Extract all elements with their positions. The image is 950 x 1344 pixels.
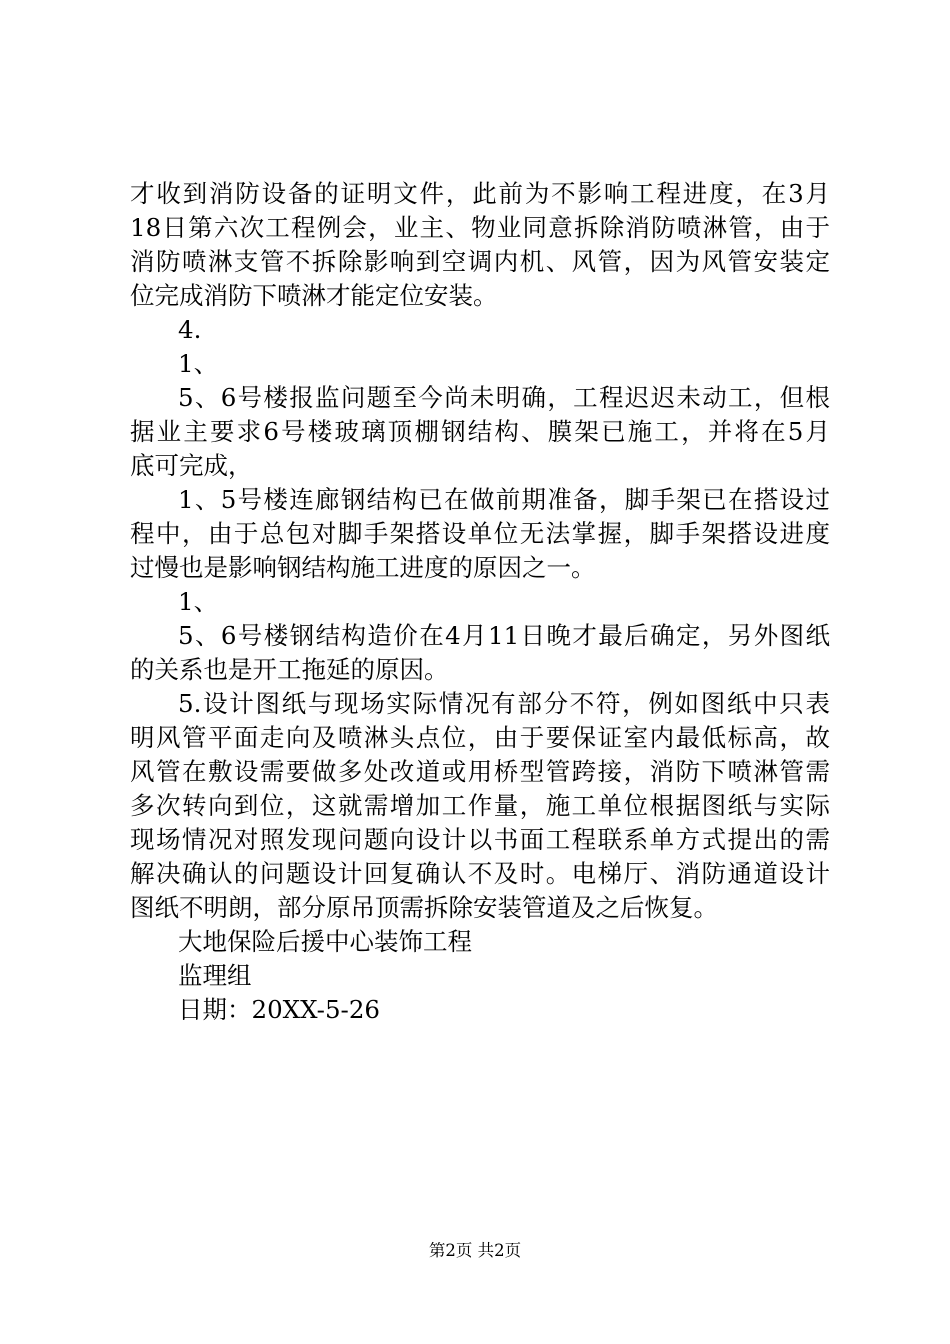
paragraph-line: 大地保险后援中心装饰工程 bbox=[178, 927, 472, 956]
document-body bbox=[130, 177, 830, 1027]
paragraph-line: 据业主要求6号楼玻璃顶棚钢结构、膜架已施工，并将在5月 bbox=[130, 417, 830, 446]
paragraph-line: 才收到消防设备的证明文件，此前为不影响工程进度，在3月 bbox=[130, 179, 830, 208]
paragraph-line: 1、 bbox=[178, 349, 219, 378]
paragraph-line: 5、6号楼钢结构造价在4月11日晚才最后确定，另外图纸 bbox=[178, 621, 830, 650]
paragraph-line: 多次转向到位，这就需增加工作量，施工单位根据图纸与实际 bbox=[130, 791, 830, 820]
paragraph-line: 程中，由于总包对脚手架搭设单位无法掌握，脚手架搭设进度 bbox=[130, 519, 830, 548]
paragraph-line: 1、 bbox=[178, 587, 219, 616]
paragraph-line: 消防喷淋支管不拆除影响到空调内机、风管，因为风管安装定 bbox=[130, 247, 830, 276]
paragraph-line: 风管在敷设需要做多处改道或用桥型管跨接，消防下喷淋管需 bbox=[130, 757, 830, 786]
paragraph-line: 1、5号楼连廊钢结构已在做前期准备，脚手架已在搭设过 bbox=[178, 485, 830, 514]
paragraph-line: 明风管平面走向及喷淋头点位，由于要保证室内最低标高，故 bbox=[130, 723, 830, 752]
paragraph-line: 底可完成， bbox=[130, 451, 253, 480]
paragraph-line: 监理组 bbox=[178, 961, 252, 990]
paragraph bbox=[130, 347, 830, 381]
paragraph bbox=[130, 313, 830, 347]
paragraph-line: 现场情况对照发现问题向设计以书面工程联系单方式提出的需 bbox=[130, 825, 830, 854]
paragraph bbox=[130, 619, 830, 687]
paragraph bbox=[130, 381, 830, 483]
paragraph-line: 5、6号楼报监问题至今尚未明确，工程迟迟未动工，但根 bbox=[178, 383, 830, 412]
paragraph bbox=[130, 585, 830, 619]
paragraph-line: 位完成消防下喷淋才能定位安装。 bbox=[130, 281, 498, 310]
paragraph-line: 5.设计图纸与现场实际情况有部分不符，例如图纸中只表 bbox=[178, 689, 830, 718]
paragraph bbox=[130, 177, 830, 313]
paragraph-line: 过慢也是影响钢结构施工进度的原因之一。 bbox=[130, 553, 596, 582]
paragraph-line: 的关系也是开工拖延的原因。 bbox=[130, 655, 449, 684]
paragraph bbox=[130, 959, 830, 993]
page-number-footer: 第2页 共2页 bbox=[428, 1241, 522, 1260]
paragraph-line: 18日第六次工程例会，业主、物业同意拆除消防喷淋管，由于 bbox=[130, 213, 830, 242]
paragraph-line: 日期：20XX-5-26 bbox=[178, 995, 381, 1024]
paragraph bbox=[130, 993, 830, 1027]
paragraph-line: 解决确认的问题设计回复确认不及时。电梯厅、消防通道设计 bbox=[130, 859, 830, 888]
paragraph-line: 图纸不明朗，部分原吊顶需拆除安装管道及之后恢复。 bbox=[130, 893, 718, 922]
paragraph bbox=[130, 687, 830, 925]
paragraph-line: 4. bbox=[178, 315, 202, 344]
paragraph bbox=[130, 483, 830, 585]
paragraph bbox=[130, 925, 830, 959]
